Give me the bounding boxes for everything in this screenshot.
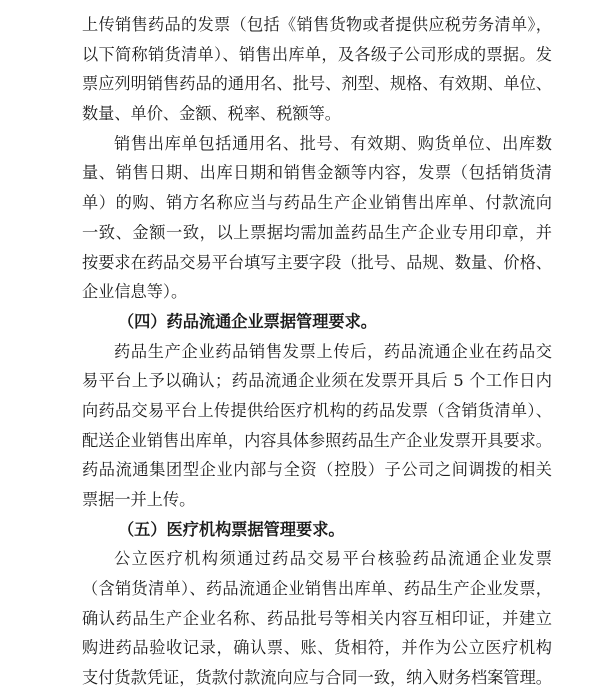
paragraph-line: 企业信息等）。 xyxy=(82,282,188,302)
paragraph-line: 单）的购、销方名称应当与药品生产企业销售出库单、付款流向 xyxy=(82,193,552,213)
paragraph-line: 药品生产企业药品销售发票上传后，药品流通企业在药品交 xyxy=(114,341,552,361)
paragraph-line: （含销货清单）、药品流通企业销售出库单、药品生产企业发票， xyxy=(82,579,552,599)
paragraph-line: 易平台上予以确认；药品流通企业须在发票开具后 5 个工作日内 xyxy=(82,371,552,391)
paragraph-line: 公立医疗机构须通过药品交易平台核验药品流通企业发票 xyxy=(114,549,552,569)
paragraph-line: 票据一并上传。 xyxy=(82,490,196,509)
paragraph-line: 确认药品生产企业名称、药品批号等相关内容互相印证，并建立 xyxy=(82,608,552,628)
paragraph-line: 按要求在药品交易平台填写主要字段（批号、品规、数量、价格、 xyxy=(82,252,552,272)
paragraph-line: 向药品交易平台上传提供给医疗机构的药品发票（含销货清单）、 xyxy=(82,400,552,420)
document-page xyxy=(82,10,552,693)
paragraph-line: 配送企业销售出库单，内容具体参照药品生产企业发票开具要求。 xyxy=(82,430,552,450)
paragraph-line: 购进药品验收记录，确认票、账、货相符，并作为公立医疗机构 xyxy=(82,638,552,658)
paragraph-line: 以下简称销货清单）、销售出库单，及各级子公司形成的票据。发 xyxy=(82,44,552,64)
paragraph-line: 支付货款凭证，货款付款流向应与合同一致，纳入财务档案管理。 xyxy=(82,668,552,688)
section-heading: （四）药品流通企业票据管理要求。 xyxy=(118,311,377,331)
paragraph-line: 一致、金额一致，以上票据均需加盖药品生产企业专用印章，并 xyxy=(82,222,552,242)
paragraph-line: 票应列明销售药品的通用名、批号、剂型、规格、有效期、单位、 xyxy=(82,74,552,94)
paragraph-line: 销售出库单包括通用名、批号、有效期、购货单位、出库数 xyxy=(114,133,552,153)
paragraph-line: 量、销售日期、出库日期和销售金额等内容，发票（包括销货清 xyxy=(82,163,552,183)
paragraph-line: 上传销售药品的发票（包括《销售货物或者提供应税劳务清单》， xyxy=(82,15,552,34)
paragraph-line: 数量、单价、金额、税率、税额等。 xyxy=(82,104,341,124)
section-heading: （五）医疗机构票据管理要求。 xyxy=(118,519,345,539)
paragraph-line: 药品流通集团型企业内部与全资（控股）子公司之间调拨的相关 xyxy=(82,460,552,480)
